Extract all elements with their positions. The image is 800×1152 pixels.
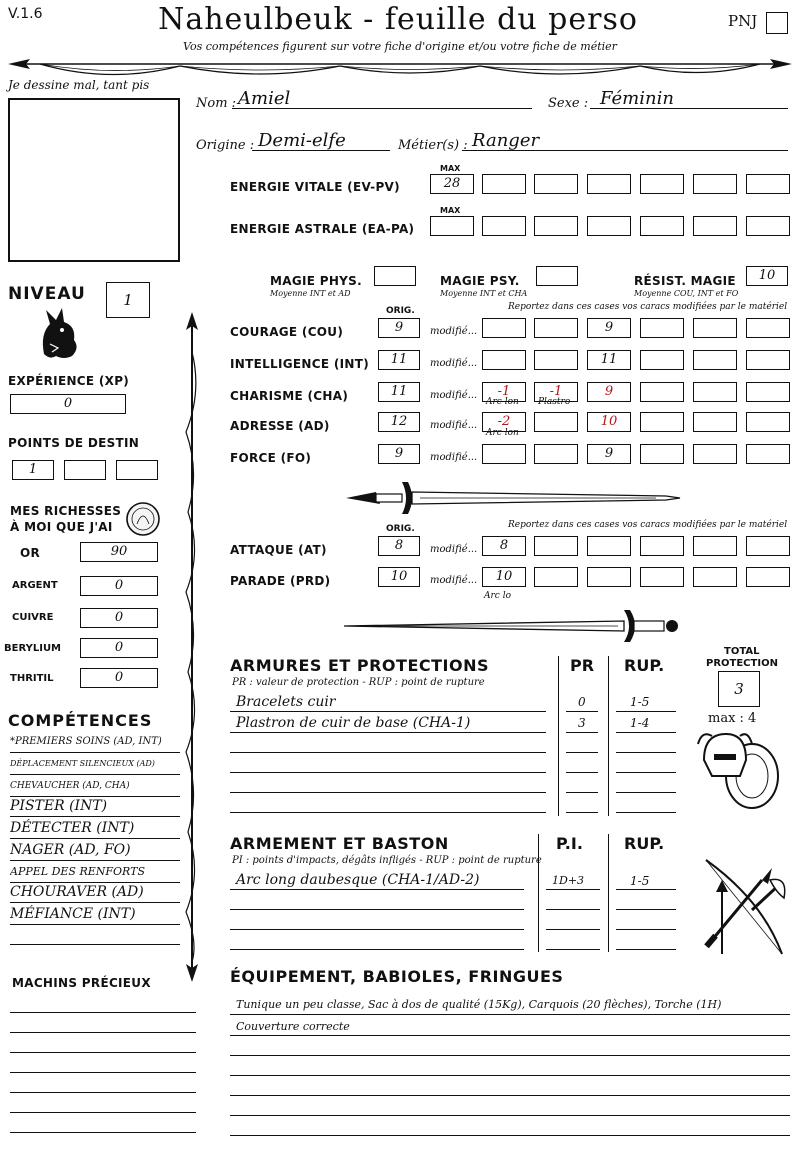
int-label: INTELLIGENCE (INT) xyxy=(230,357,369,371)
int-modifie: modifié... xyxy=(430,358,478,369)
at-label: ATTAQUE (AT) xyxy=(230,543,327,557)
skill-item[interactable]: MÉFIANCE (INT) xyxy=(10,904,180,925)
armor-rup-line xyxy=(616,752,676,753)
ev-box-2[interactable] xyxy=(534,174,578,194)
destin-box-3[interactable] xyxy=(116,460,158,480)
nom-label: Nom : xyxy=(196,96,237,111)
weapons-note: PI : points d'impacts, dégâts infligés - RUP : point de rupture xyxy=(232,855,542,866)
at-m5[interactable] xyxy=(693,536,737,556)
fo-m3[interactable]: 9 xyxy=(587,444,631,464)
combat-note: Reportez dans ces cases vos caracs modifiées par le matériel xyxy=(508,520,788,530)
total-protection-label-2: PROTECTION xyxy=(706,658,778,669)
equipment-title: ÉQUIPEMENT, BABIOLES, FRINGUES xyxy=(230,967,564,986)
prd-orig[interactable]: 10 xyxy=(378,567,420,587)
cou-m3[interactable]: 9 xyxy=(587,318,631,338)
armor-row-2-rup[interactable]: 1-4 xyxy=(630,716,650,730)
combat-orig-label: ORIG. xyxy=(386,524,415,534)
coin-icon xyxy=(124,500,162,538)
at-m4[interactable] xyxy=(640,536,684,556)
armor-row-1-name[interactable]: Bracelets cuir xyxy=(236,694,336,710)
weapons-bundle-icon xyxy=(692,850,792,960)
sword-icon-2 xyxy=(338,606,684,646)
prd-m6[interactable] xyxy=(746,567,790,587)
armor-pr-line xyxy=(566,732,598,733)
berylium-label: BERYLIUM xyxy=(4,643,62,654)
armor-line xyxy=(230,812,546,813)
int-m5[interactable] xyxy=(693,350,737,370)
richesses-label-2: À MOI QUE J'AI xyxy=(10,520,113,534)
metier-line xyxy=(462,150,788,151)
origine-line xyxy=(252,150,390,151)
ev-max-box[interactable]: 28 xyxy=(430,174,474,194)
metier-label: Métier(s) : xyxy=(398,138,468,153)
skill-item[interactable]: APPEL DES RENFORTS xyxy=(10,862,180,883)
armor-pr-line xyxy=(566,772,598,773)
total-protection-box[interactable]: 3 xyxy=(718,671,760,707)
cou-label: COURAGE (COU) xyxy=(230,325,344,339)
ev-box-3[interactable] xyxy=(587,174,631,194)
armor-title: ARMURES ET PROTECTIONS xyxy=(230,656,489,675)
ea-box-5[interactable] xyxy=(693,216,737,236)
weapons-line xyxy=(230,929,524,930)
skill-item[interactable]: *PREMIERS SOINS (AD, INT) xyxy=(10,732,180,753)
weapons-pi-line xyxy=(546,949,600,950)
ev-max-label: MAX xyxy=(440,164,461,173)
fo-m6[interactable] xyxy=(746,444,790,464)
ea-box-6[interactable] xyxy=(746,216,790,236)
destin-box-2[interactable] xyxy=(64,460,106,480)
pnj-checkbox[interactable] xyxy=(766,12,788,34)
prd-m4[interactable] xyxy=(640,567,684,587)
fo-m2[interactable] xyxy=(534,444,578,464)
fo-modifie: modifié... xyxy=(430,452,478,463)
armor-row-1-rup[interactable]: 1-5 xyxy=(630,695,650,709)
prd-m3[interactable] xyxy=(587,567,631,587)
magie-phys-label: MAGIE PHYS. xyxy=(270,274,362,288)
int-orig[interactable]: 11 xyxy=(378,350,420,370)
destin-label: POINTS DE DESTIN xyxy=(8,436,140,450)
armor-pr-line xyxy=(566,812,598,813)
ea-box-2[interactable] xyxy=(534,216,578,236)
ea-box-1[interactable] xyxy=(482,216,526,236)
precious-line xyxy=(10,1072,196,1073)
fo-m1[interactable] xyxy=(482,444,526,464)
sexe-value[interactable]: Féminin xyxy=(600,88,674,109)
magie-phys-box[interactable] xyxy=(374,266,416,286)
precious-line xyxy=(10,1012,196,1013)
weapons-pi-header: P.I. xyxy=(556,834,583,853)
resist-magie-note: Moyenne COU, INT et FO xyxy=(634,289,739,298)
armor-line xyxy=(230,752,546,753)
weapons-pi-line xyxy=(546,929,600,930)
total-protection-label-1: TOTAL xyxy=(724,646,760,657)
prd-label: PARADE (PRD) xyxy=(230,574,331,588)
armor-pr-line xyxy=(566,792,598,793)
cha-m6[interactable] xyxy=(746,382,790,402)
page-subtitle: Vos compétences figurent sur votre fiche d'origine et/ou votre fiche de métier xyxy=(183,40,617,53)
armor-pr-line xyxy=(566,752,598,753)
equipment-line xyxy=(230,1075,790,1076)
weapon-row-1-rup[interactable]: 1-5 xyxy=(630,874,650,888)
int-m3[interactable]: 11 xyxy=(587,350,631,370)
portrait-caption: Je dessine mal, tant pis xyxy=(8,78,150,92)
ea-max-label: MAX xyxy=(440,206,461,215)
weapons-rup-line xyxy=(616,889,676,890)
ad-m4[interactable] xyxy=(640,412,684,432)
staff-ornament xyxy=(180,312,204,982)
cou-m5[interactable] xyxy=(693,318,737,338)
niveau-label: NIVEAU xyxy=(8,284,86,304)
armor-row-1-pr[interactable]: 0 xyxy=(578,695,586,709)
argent-box[interactable]: 0 xyxy=(80,576,158,596)
skills-line xyxy=(10,944,180,945)
ad-label: ADRESSE (AD) xyxy=(230,419,330,433)
weapons-pi-line xyxy=(546,909,600,910)
ea-box-3[interactable] xyxy=(587,216,631,236)
ev-box-6[interactable] xyxy=(746,174,790,194)
ev-box-4[interactable] xyxy=(640,174,684,194)
prd-m1-note: Arc lo xyxy=(484,591,511,601)
ad-m1[interactable]: -2 xyxy=(482,412,526,432)
magie-psy-box[interactable] xyxy=(536,266,578,286)
ea-box-4[interactable] xyxy=(640,216,684,236)
ad-m3[interactable]: 10 xyxy=(587,412,631,432)
weapons-col-divider-2 xyxy=(608,834,609,952)
magie-psy-note: Moyenne INT et CHA xyxy=(440,289,528,298)
armor-row-2-name[interactable]: Plastron de cuir de base (CHA-1) xyxy=(236,715,471,731)
weapons-rup-line xyxy=(616,929,676,930)
caracs-note: Reportez dans ces cases vos caracs modifiées par le matériel xyxy=(508,302,788,312)
resist-magie-box[interactable]: 10 xyxy=(746,266,788,286)
equipment-line-1[interactable]: Tunique un peu classe, Sac à dos de qualité (15Kg), Carquois (20 flèches), Torche (1H) xyxy=(236,998,722,1011)
resist-magie-label: RÉSIST. MAGIE xyxy=(634,274,736,288)
ad-m1-note: Arc lon xyxy=(486,428,519,438)
cou-modifie: modifié... xyxy=(430,326,478,337)
skill-item[interactable]: CHOURAVER (AD) xyxy=(10,882,180,903)
skills-title: COMPÉTENCES xyxy=(8,711,153,730)
cuivre-label: CUIVRE xyxy=(12,612,54,623)
weapons-rup-line xyxy=(616,949,676,950)
equipment-line xyxy=(230,1095,790,1096)
thritil-label: THRITIL xyxy=(10,673,54,684)
nom-line xyxy=(232,108,532,109)
int-m1[interactable] xyxy=(482,350,526,370)
weapons-line xyxy=(230,909,524,910)
cou-m2[interactable] xyxy=(534,318,578,338)
niveau-box[interactable]: 1 xyxy=(106,282,150,318)
precious-line xyxy=(10,1052,196,1053)
precious-line xyxy=(10,1112,196,1113)
weapons-rup-header: RUP. xyxy=(624,834,665,853)
fo-label: FORCE (FO) xyxy=(230,451,312,465)
magie-psy-label: MAGIE PSY. xyxy=(440,274,520,288)
ev-box-5[interactable] xyxy=(693,174,737,194)
sexe-label: Sexe : xyxy=(548,96,589,111)
cha-m3[interactable]: 9 xyxy=(587,382,631,402)
prd-m2[interactable] xyxy=(534,567,578,587)
origine-label: Origine : xyxy=(196,138,255,153)
version-label: V.1.6 xyxy=(8,6,43,22)
armor-line xyxy=(230,711,546,712)
berylium-box[interactable]: 0 xyxy=(80,638,158,658)
cha-m1[interactable]: -1 xyxy=(482,382,526,402)
cha-m2[interactable]: -1 xyxy=(534,382,578,402)
at-m3[interactable] xyxy=(587,536,631,556)
armor-pr-line xyxy=(566,711,598,712)
armor-rup-header: RUP. xyxy=(624,656,665,675)
armor-row-2-pr[interactable]: 3 xyxy=(578,716,586,730)
cha-m5[interactable] xyxy=(693,382,737,402)
richesses-label-1: MES RICHESSES xyxy=(10,504,122,518)
dragon-icon xyxy=(36,304,82,362)
cou-m4[interactable] xyxy=(640,318,684,338)
armor-line xyxy=(230,732,546,733)
fo-orig[interactable]: 9 xyxy=(378,444,420,464)
cha-m1-note: Arc lon xyxy=(486,397,519,407)
armor-rup-line xyxy=(616,812,676,813)
armor-line xyxy=(230,792,546,793)
thritil-box[interactable]: 0 xyxy=(80,668,158,688)
pnj-label: PNJ xyxy=(728,12,758,30)
skill-item[interactable]: NAGER (AD, FO) xyxy=(10,840,180,861)
at-orig[interactable]: 8 xyxy=(378,536,420,556)
weapons-line xyxy=(230,949,524,950)
armor-rup-line xyxy=(616,711,676,712)
armor-note: PR : valeur de protection - RUP : point de rupture xyxy=(232,677,485,688)
cha-orig[interactable]: 11 xyxy=(378,382,420,402)
portrait-frame[interactable] xyxy=(8,98,180,262)
precious-title: MACHINS PRÉCIEUX xyxy=(12,976,151,990)
sexe-line xyxy=(590,108,788,109)
weapons-title: ARMEMENT ET BASTON xyxy=(230,834,449,853)
ad-m5[interactable] xyxy=(693,412,737,432)
weapon-row-1-pi[interactable]: 1D+3 xyxy=(552,874,585,887)
cha-modifie: modifié... xyxy=(430,390,478,401)
ad-modifie: modifié... xyxy=(430,420,478,431)
at-m6[interactable] xyxy=(746,536,790,556)
int-m4[interactable] xyxy=(640,350,684,370)
skill-item[interactable]: DÉPLACEMENT SILENCIEUX (AD) xyxy=(10,754,180,775)
weapons-line xyxy=(230,889,524,890)
fo-m4[interactable] xyxy=(640,444,684,464)
orig-label: ORIG. xyxy=(386,306,415,316)
armor-line xyxy=(230,772,546,773)
at-m1[interactable]: 8 xyxy=(482,536,526,556)
cou-m1[interactable] xyxy=(482,318,526,338)
cha-m4[interactable] xyxy=(640,382,684,402)
equipment-line xyxy=(230,1055,790,1056)
or-label: OR xyxy=(20,546,41,560)
argent-label: ARGENT xyxy=(12,580,58,591)
helmet-shield-icon xyxy=(694,726,784,812)
int-m6[interactable] xyxy=(746,350,790,370)
ad-orig[interactable]: 12 xyxy=(378,412,420,432)
equipment-line xyxy=(230,1115,790,1116)
or-box[interactable]: 90 xyxy=(80,542,158,562)
cou-m6[interactable] xyxy=(746,318,790,338)
xp-box[interactable]: 0 xyxy=(10,394,126,414)
ad-m6[interactable] xyxy=(746,412,790,432)
weapon-row-1-name[interactable]: Arc long daubesque (CHA-1/AD-2) xyxy=(236,872,480,888)
cha-label: CHARISME (CHA) xyxy=(230,389,349,403)
armor-rup-line xyxy=(616,772,676,773)
ev-box-1[interactable] xyxy=(482,174,526,194)
prd-m5[interactable] xyxy=(693,567,737,587)
precious-line xyxy=(10,1032,196,1033)
cha-m2-note: Plastro xyxy=(538,397,571,407)
cou-orig[interactable]: 9 xyxy=(378,318,420,338)
magie-phys-note: Moyenne INT et AD xyxy=(270,289,351,298)
weapons-col-divider-1 xyxy=(538,834,539,952)
equipment-line xyxy=(230,1014,790,1015)
prd-modifie: modifié... xyxy=(430,575,478,586)
destin-box-1[interactable]: 1 xyxy=(12,460,54,480)
equipment-line xyxy=(230,1035,790,1036)
precious-line xyxy=(10,1092,196,1093)
sword-icon xyxy=(336,478,686,518)
origine-value[interactable]: Demi-elfe xyxy=(258,130,346,151)
skill-item[interactable]: DÉTECTER (INT) xyxy=(10,818,180,839)
ev-label: ENERGIE VITALE (EV-PV) xyxy=(230,180,400,194)
equipment-line xyxy=(230,1135,790,1136)
skill-item[interactable]: CHEVAUCHER (AD, CHA) xyxy=(10,776,180,797)
at-modifie: modifié... xyxy=(430,544,478,555)
total-protection-max: max : 4 xyxy=(708,711,757,726)
metier-value[interactable]: Ranger xyxy=(472,130,540,151)
nom-value[interactable]: Amiel xyxy=(238,88,291,109)
ea-label: ENERGIE ASTRALE (EA-PA) xyxy=(230,222,415,236)
weapons-rup-line xyxy=(616,909,676,910)
xp-label: EXPÉRIENCE (XP) xyxy=(8,374,130,388)
weapons-pi-line xyxy=(546,889,600,890)
armor-pr-header: PR xyxy=(570,656,595,675)
precious-line xyxy=(10,1132,196,1133)
cuivre-box[interactable]: 0 xyxy=(80,608,158,628)
armor-rup-line xyxy=(616,732,676,733)
armor-col-divider-1 xyxy=(558,656,559,816)
int-m2[interactable] xyxy=(534,350,578,370)
equipment-line-2[interactable]: Couverture correcte xyxy=(236,1020,350,1033)
prd-m1[interactable]: 10 xyxy=(482,567,526,587)
ad-m2[interactable] xyxy=(534,412,578,432)
skill-item[interactable]: PISTER (INT) xyxy=(10,796,180,817)
armor-rup-line xyxy=(616,792,676,793)
page-title: Naheulbeuk - feuille du perso xyxy=(158,2,638,37)
fo-m5[interactable] xyxy=(693,444,737,464)
ea-max-box[interactable] xyxy=(430,216,474,236)
armor-col-divider-2 xyxy=(608,656,609,816)
at-m2[interactable] xyxy=(534,536,578,556)
